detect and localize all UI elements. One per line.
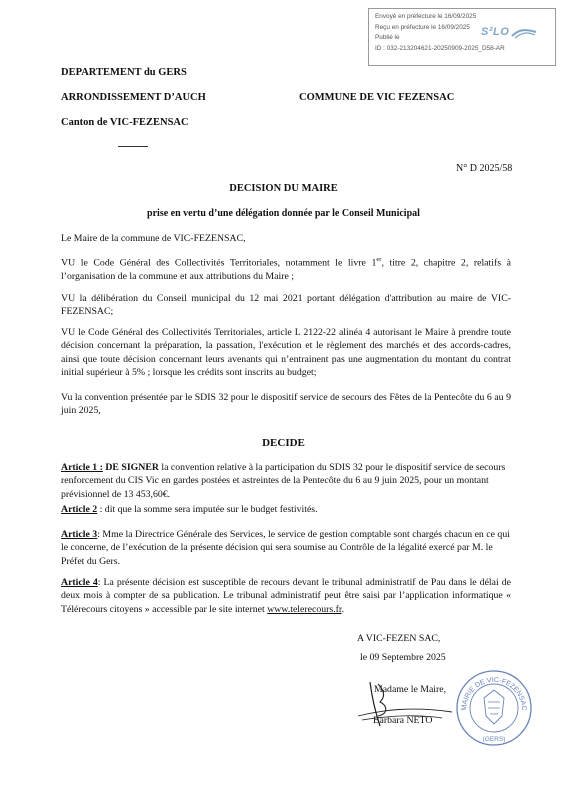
article-2-label: Article 2 [61,504,98,515]
departement-heading: DEPARTEMENT du GERS [61,67,187,78]
article-4-text: : La présente décision est susceptible de recours devant le tribunal administratif de Pau dans le délai de deux mois à compter de sa publication. Le tribunal administratif peut être saisi par l’application informatique « Télérecours citoyens » accessible par le site internet [61,577,511,615]
header-separator [118,146,148,147]
visa-cgct-superscript: er [376,256,382,263]
seal-bottom-text: (GERS) [482,736,506,743]
visa-article-paragraph: VU le Code Général des Collectivités Territoriales, article L 2122-22 alinéa 4 autorisant le Maire à prendre toute décision concernant la préparation, la passation, l'exécution et le règlement des marchés et des accords-cadres, ainsi que toute décision concernant leurs avenants qui n’entrainent pas une augmentation du montant du contrat initial supérieur à 5% ; lorsque les crédits sont inscrits au budget; [61,327,511,379]
handwritten-signature [342,676,472,731]
signature-role: Madame le Maire, [374,684,447,695]
prefecture-stamp [368,8,556,66]
visa-cgct-text-a: VU le Code Général des Collectivités Territoriales, notamment le livre 1 [61,257,377,269]
decide-heading: DECIDE [262,437,305,449]
article-3-paragraph [61,528,511,568]
article-4-paragraph [61,576,511,616]
arrondissement-heading: ARRONDISSEMENT D’AUCH [61,92,206,103]
article-3-label: Article 3 [61,529,98,540]
canton-heading: Canton de VIC-FEZENSAC [61,117,189,128]
signature-date: le 09 Septembre 2025 [360,652,446,663]
article-1-label: Article 1 : [61,462,103,473]
signature-place: A VIC-FEZEN SAC, [357,633,441,644]
article-3-text: : Mme la Directrice Générale des Services, le service de gestion comptable sont chargés chacun en ce qui le concerne, de l’exécution de la présente décision qui sera soumise au Contrôle de la légalité exercé par M. le Préfet du Gers. [61,529,510,567]
telerecours-link[interactable]: www.telerecours.fr [267,603,342,615]
article-2-text: : dit que la somme sera imputée sur le budget festivités. [97,504,318,515]
article-1-bold: DE SIGNER [102,462,159,473]
stamp-id-line: ID : 032-213204621-20250909-2025_D58-AR [375,44,505,52]
visa-convention-paragraph: Vu la convention présentée par le SDIS 32 pour le dispositif service de secours des Fêtes de la Pentecôte du 6 au 9 juin 2025, [61,392,511,417]
visa-cgct-paragraph [61,253,511,283]
decision-title: DECISION DU MAIRE [229,183,338,194]
signature-name: Barbara NETO [373,715,433,726]
stamp-received-line: Reçu en préfecture le 16/09/2025 [375,23,470,31]
article-1-paragraph [61,461,511,501]
stamp-sent-line: Envoyé en préfecture le 16/09/2025 [375,13,477,20]
article-4-end: . [341,603,345,615]
decision-subtitle: prise en vertu d’une délégation donnée par le Conseil Municipal [147,208,420,219]
stamp-published-line: Publié le [375,34,400,41]
article-4-label: Article 4 [61,577,98,588]
visa-cgct-text-b: , titre 2, chapitre 2, relatifs à l’organisation de la commune et aux attributions du Maire ; [61,257,511,282]
mairie-seal [454,668,534,748]
slo-logo [481,27,509,38]
decision-number: N° D 2025/58 [456,163,513,174]
article-2-paragraph [61,503,511,516]
visa-deliberation-paragraph: VU la délibération du Conseil municipal du 12 mai 2021 portant délégation d'attribution au maire de VIC-FEZENSAC; [61,293,511,318]
commune-heading: COMMUNE DE VIC FEZENSAC [299,92,455,103]
seal-top-text: MAIRIE DE VIC-FEZENSAC [460,676,528,711]
intro-paragraph: Le Maire de la commune de VIC-FEZENSAC, [61,233,246,244]
slo-logo-text: S²LO [481,26,510,38]
svg-text:MAIRIE DE VIC-FEZENSAC [461,677,527,711]
article-1-text: la convention relative à la participation du SDIS 32 pour le dispositif service de secours renforcement du CIS Vic en gardes postées et astreintes de la Pentecôte du 6 au 9 juin 2025, pour un montant prévisionnel de 13 453,60€. [61,462,506,500]
slo-swoosh-icon [511,27,537,39]
